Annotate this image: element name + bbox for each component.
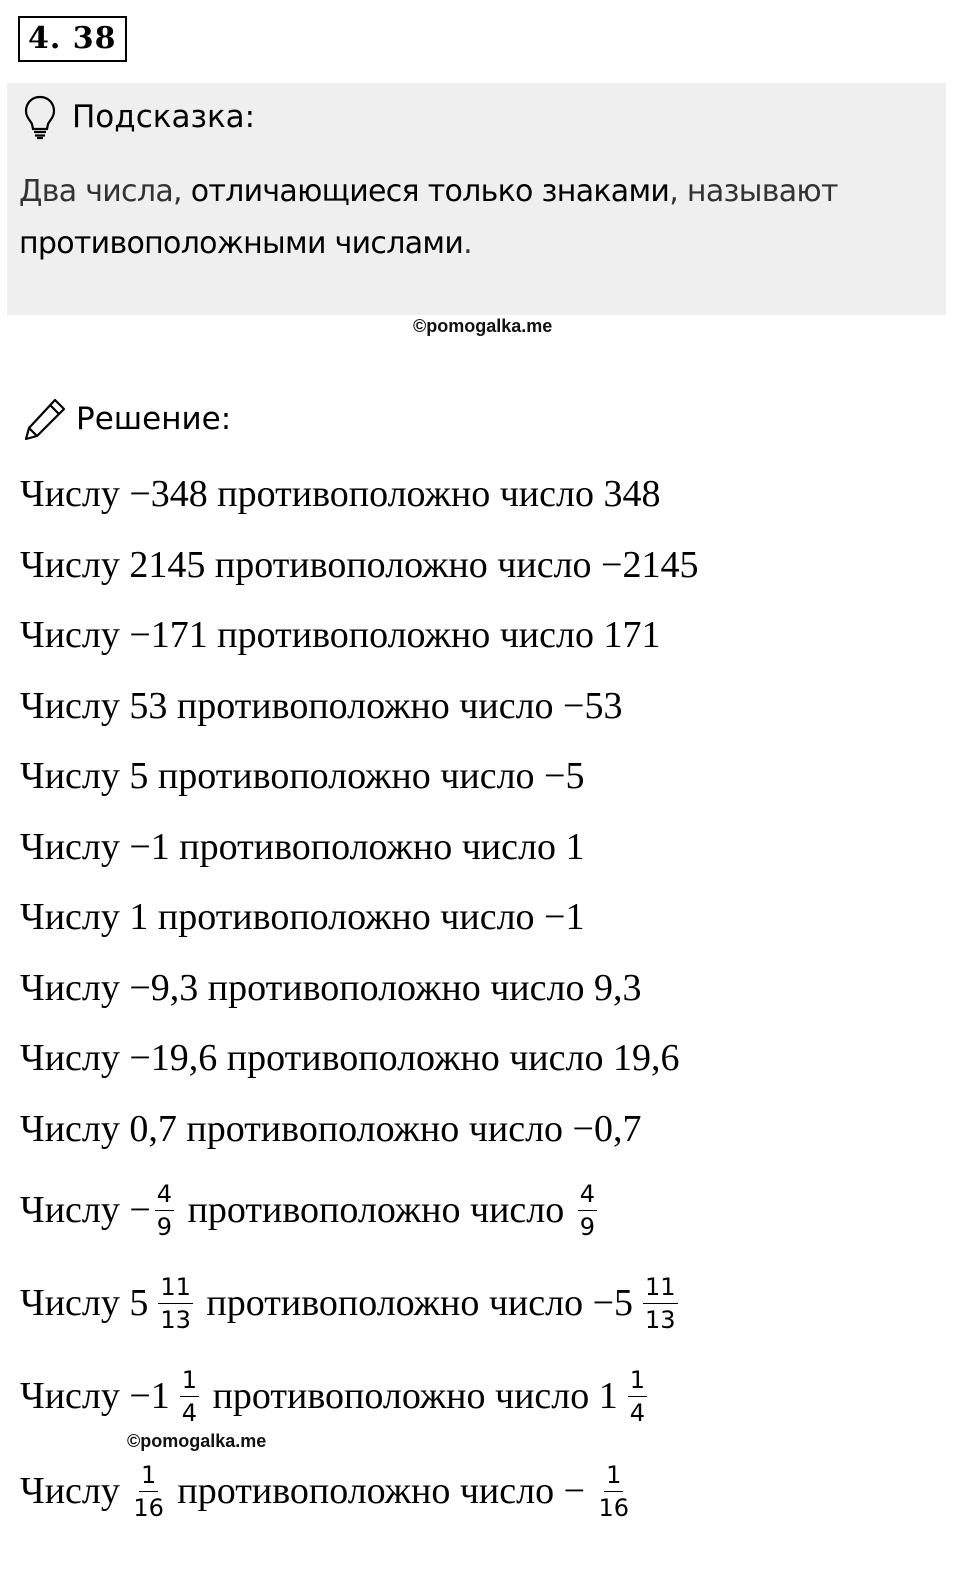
fraction	[599, 1461, 630, 1522]
solution-line: Числу 53 противоположно число −53	[20, 685, 623, 727]
fraction-line-middle: противоположно число −5	[196, 1282, 634, 1324]
fraction-line	[20, 1273, 682, 1333]
fraction-line-middle: противоположно число −	[167, 1470, 595, 1512]
fraction-denominator: 13	[645, 1305, 676, 1334]
solution-line: Числу 5 противоположно число −5	[20, 755, 585, 797]
fraction-line	[20, 1461, 633, 1521]
fraction-denominator: 16	[598, 1493, 630, 1522]
fraction-denominator: 9	[156, 1212, 173, 1241]
pencil-icon	[22, 396, 68, 442]
solution-header	[22, 393, 231, 445]
fraction-denominator: 4	[181, 1398, 198, 1427]
solution-line: Числу 0,7 противоположно число −0,7	[20, 1108, 642, 1150]
fraction-numerator: 4	[155, 1180, 174, 1211]
fraction-line	[20, 1366, 651, 1426]
lightbulb-icon	[22, 94, 58, 140]
solution-line: Числу 2145 противоположно число −2145	[20, 544, 699, 586]
hint-text-part1: Два числа,	[19, 174, 191, 209]
fraction	[180, 1366, 199, 1427]
watermark: ©pomogalka.me	[413, 316, 553, 336]
fraction-line-middle: противоположно число	[178, 1189, 574, 1231]
fraction-line-prefix: Числу 5	[20, 1282, 149, 1324]
fraction-numerator: 1	[628, 1366, 647, 1397]
fraction	[628, 1366, 647, 1427]
fraction-numerator: 1	[180, 1366, 199, 1397]
fraction-line-prefix: Числу −	[20, 1189, 151, 1231]
fraction-line-prefix: Числу −1	[20, 1375, 170, 1417]
hint-text-part2: , называют	[669, 174, 838, 209]
fraction-numerator: 4	[578, 1180, 597, 1211]
fraction-numerator: 11	[158, 1273, 193, 1304]
fraction	[155, 1180, 174, 1241]
solution-line: Числу −348 противоположно число 348	[20, 473, 661, 515]
problem-number: 4. 38	[18, 16, 127, 62]
fraction-numerator: 11	[643, 1273, 678, 1304]
fraction-line-middle: противоположно число 1	[203, 1375, 618, 1417]
fraction-line	[20, 1180, 601, 1240]
solution-line: Числу −9,3 противоположно число 9,3	[20, 967, 642, 1009]
fraction-denominator: 4	[629, 1398, 646, 1427]
solution-line: Числу −171 противоположно число 171	[20, 614, 661, 656]
fraction	[643, 1273, 678, 1334]
fraction-numerator: 1	[139, 1461, 158, 1492]
fraction-denominator: 13	[160, 1305, 191, 1334]
hint-title: Подсказка:	[72, 99, 256, 135]
fraction	[578, 1180, 597, 1241]
hint-header	[22, 92, 255, 142]
fraction	[158, 1273, 193, 1334]
solution-line: Числу −1 противоположно число 1	[20, 826, 585, 868]
solution-title: Решение:	[76, 401, 232, 437]
hint-text-bold2: противоположными числами	[19, 226, 464, 261]
hint-text-bold1: отличающиеся только знаками	[190, 174, 670, 209]
fraction-line-prefix: Числу	[20, 1470, 130, 1512]
watermark: ©pomogalka.me	[127, 1431, 267, 1451]
hint-text-part3: .	[463, 226, 472, 261]
fraction-denominator: 9	[579, 1212, 596, 1241]
solution-line: Числу −19,6 противоположно число 19,6	[20, 1037, 680, 1079]
fraction	[133, 1461, 164, 1522]
solution-line: Числу 1 противоположно число −1	[20, 896, 585, 938]
fraction-numerator: 1	[604, 1461, 623, 1492]
fraction-denominator: 16	[133, 1493, 164, 1522]
hint-text	[19, 166, 944, 270]
